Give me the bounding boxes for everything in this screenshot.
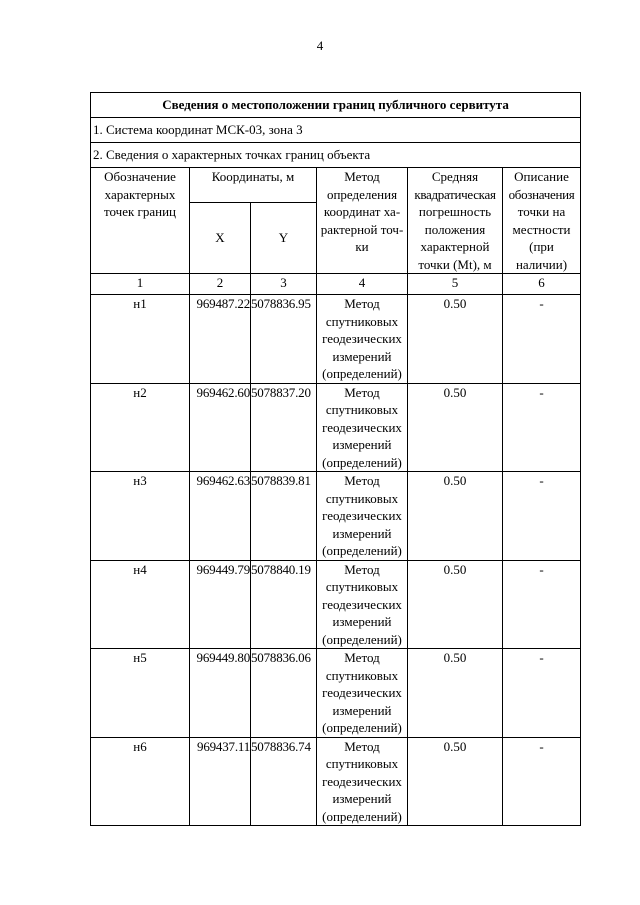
point-designation: н2 (91, 383, 190, 472)
method-line: (определений) (322, 631, 402, 647)
header-accuracy-line: квадратическая (414, 186, 496, 202)
coordinate-system-row: 1. Система координат МСК-03, зона 3 (91, 118, 581, 143)
method-line: спутниковых (325, 756, 399, 771)
header-method-line: рактерной точ- (320, 221, 404, 237)
point-designation: н5 (91, 649, 190, 738)
header-accuracy (408, 168, 503, 274)
servitude-boundary-table (90, 92, 581, 826)
section-heading-row: 2. Сведения о характерных точках границ объекта (91, 143, 581, 168)
method-line: Метод (344, 296, 380, 311)
header-designation-line: Обозначение (104, 169, 176, 184)
method-line: измерений (332, 702, 392, 718)
method-line: геодезических (322, 508, 402, 523)
method-line: спутниковых (325, 579, 399, 594)
header-coordinates: Координаты, м (190, 168, 317, 203)
header-description-line: обозначения (508, 186, 575, 202)
method-line: измерений (332, 348, 392, 364)
accuracy-mt: 0.50 (408, 472, 503, 561)
method-cell (317, 737, 408, 826)
method-line: спутниковых (325, 313, 399, 329)
point-description: - (503, 649, 581, 738)
header-accuracy-line: положения (424, 221, 486, 237)
page-number: 4 (316, 38, 324, 53)
table-title: Сведения о местоположении границ публичного сервитута (91, 93, 581, 118)
method-line: измерений (332, 791, 392, 806)
method-line: геодезических (322, 596, 402, 612)
table-row (91, 295, 581, 384)
method-line: (определений) (322, 454, 402, 470)
table-row (91, 472, 581, 561)
point-designation: н3 (91, 472, 190, 561)
table-row (91, 560, 581, 649)
header-description-line: наличии) (515, 256, 568, 272)
point-description: - (503, 383, 581, 472)
method-cell (317, 295, 408, 384)
point-description: - (503, 560, 581, 649)
header-designation-line: точек границ (103, 204, 177, 219)
header-accuracy-line: точки (Mt), м (418, 256, 492, 272)
header-designation (91, 168, 190, 274)
column-number: 4 (317, 274, 408, 295)
header-description-line: (при (529, 239, 554, 254)
accuracy-mt: 0.50 (408, 560, 503, 649)
method-line: геодезических (322, 773, 402, 789)
header-method-line: определения (326, 186, 398, 202)
method-line: Метод (344, 384, 380, 400)
header-method (317, 168, 408, 274)
coordinate-x: 969437.11 (190, 737, 251, 826)
method-line: Метод (344, 561, 380, 577)
method-line: измерений (332, 614, 392, 629)
table-row (91, 383, 581, 472)
method-line: (определений) (322, 720, 402, 735)
column-number: 6 (503, 274, 581, 295)
header-method-line: ки (355, 239, 369, 254)
coordinate-y: 5078840.19 (251, 560, 317, 649)
method-line: (определений) (322, 808, 402, 824)
method-line: Метод (344, 650, 380, 665)
method-cell (317, 649, 408, 738)
method-cell (317, 472, 408, 561)
accuracy-mt: 0.50 (408, 737, 503, 826)
coordinate-y: 5078836.95 (251, 295, 317, 384)
accuracy-mt: 0.50 (408, 295, 503, 384)
method-line: спутниковых (325, 402, 399, 417)
method-line: Метод (344, 473, 380, 488)
coordinate-y: 5078839.81 (251, 472, 317, 561)
point-description: - (503, 737, 581, 826)
method-line: геодезических (322, 331, 402, 346)
header-accuracy-line: погрешность (418, 204, 492, 219)
method-line: спутниковых (325, 490, 399, 506)
table-row (91, 737, 581, 826)
header-description-line: Описание (514, 169, 569, 184)
point-designation: н1 (91, 295, 190, 384)
header-description-line: местности (512, 221, 571, 237)
coordinate-x: 969449.80 (190, 649, 251, 738)
header-x: X (190, 203, 251, 274)
coordinate-x: 969462.60 (190, 383, 251, 472)
header-description-line: точки на (517, 204, 566, 219)
header-description (503, 168, 581, 274)
method-line: (определений) (322, 366, 402, 381)
method-line: (определений) (322, 543, 402, 558)
coordinate-y: 5078836.74 (251, 737, 317, 826)
point-description: - (503, 472, 581, 561)
header-accuracy-line: Средняя (431, 169, 479, 184)
header-y: Y (251, 203, 317, 274)
column-number: 2 (190, 274, 251, 295)
header-method-line: Метод (344, 169, 380, 184)
method-line: геодезических (322, 419, 402, 435)
method-line: геодезических (322, 685, 402, 700)
column-number-row (91, 274, 581, 295)
coordinate-x: 969487.22 (190, 295, 251, 384)
table-row (91, 649, 581, 738)
column-number: 1 (91, 274, 190, 295)
column-number: 5 (408, 274, 503, 295)
coordinate-y: 5078837.20 (251, 383, 317, 472)
point-description: - (503, 295, 581, 384)
method-line: Метод (344, 738, 380, 754)
header-designation-line: характерных (104, 186, 176, 202)
point-designation: н4 (91, 560, 190, 649)
accuracy-mt: 0.50 (408, 649, 503, 738)
coordinate-x: 969449.79 (190, 560, 251, 649)
header-accuracy-line: характерной (420, 239, 490, 254)
accuracy-mt: 0.50 (408, 383, 503, 472)
method-cell (317, 383, 408, 472)
coordinate-x: 969462.63 (190, 472, 251, 561)
method-line: измерений (332, 437, 392, 452)
point-designation: н6 (91, 737, 190, 826)
method-line: измерений (332, 525, 392, 541)
header-method-line: координат ха- (323, 204, 401, 219)
coordinate-y: 5078836.06 (251, 649, 317, 738)
method-line: спутниковых (325, 667, 399, 683)
method-cell (317, 560, 408, 649)
column-number: 3 (251, 274, 317, 295)
